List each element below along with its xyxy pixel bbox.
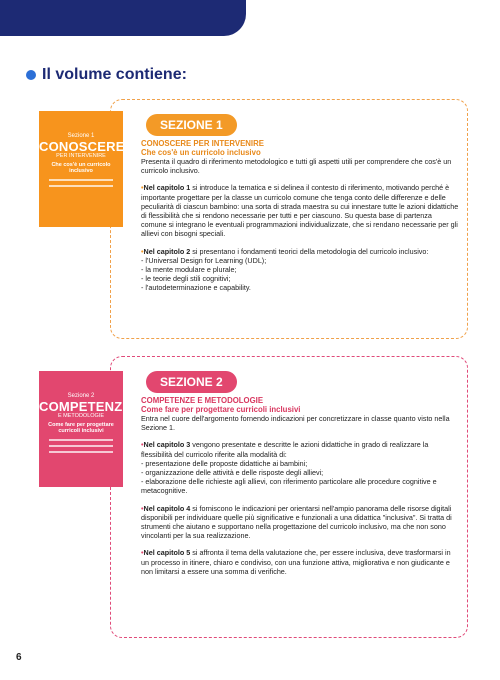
section2-intro: Entra nel cuore dell'argomento fornendo indicazioni per concretizzare in classe quanto visto nella Sezione 1. <box>141 414 450 433</box>
book2-label: Sezione 2 <box>67 393 95 399</box>
bullet-icon: • <box>141 183 144 193</box>
list-item: - elaborazione delle richieste agli allievi, con riferimento particolare alle procedure cognitive e metacognitive. <box>141 477 437 496</box>
section1-cap2-list <box>141 256 459 293</box>
section2-content <box>141 396 459 584</box>
cap4-text: si forniscono le indicazioni per orientarsi nell'ampio panorama delle risorse digitali disponibili per individuare quelle più significative e funzionali a una didattica "inclusiva". Si tratta di strumenti che aiutano e supportano nella progettazione del curricolo inclusivo, ma che non sono vincolanti per la sua realizzazione. <box>141 503 452 541</box>
section1-pill: SEZIONE 1 <box>146 114 237 136</box>
section2-book-cover <box>39 371 132 487</box>
section2-cap3 <box>141 440 459 458</box>
cap5-text: si affronta il tema della valutazione che, per essere inclusiva, deve trasformarsi in un processo in itinere, chiaro e condiviso, con una funzione attiva, migliorativa e non giudicante e non limitarsi a essere una somma di verifiche. <box>141 548 451 576</box>
section2-title: COMPETENZE E METODOLOGIE <box>141 396 264 405</box>
book1-subtitle: PER INTERVENIRE <box>56 153 106 159</box>
section2-cap4 <box>141 504 459 541</box>
section1-intro: Presenta il quadro di riferimento metodologico e tutti gli aspetti utili per comprendere che cos'è un curricolo inclusivo. <box>141 157 452 176</box>
bullet-dot-icon <box>26 70 36 80</box>
section2-card <box>110 356 468 638</box>
cap4-label: Nel capitolo 4 <box>143 503 191 513</box>
cap2-text: si presentano i fondamenti teorici della metodologia del curricolo inclusivo: <box>190 246 429 256</box>
list-item: - presentazione delle proposte didattiche ai bambini; <box>141 458 308 468</box>
bullet-icon: • <box>141 503 144 513</box>
page-number: 6 <box>16 652 22 663</box>
heading-text: Il volume contiene: <box>42 66 187 83</box>
section-heading <box>26 66 187 84</box>
book2-description: Come fare per progettare curricoli inclusivi <box>48 422 114 434</box>
section1-title: CONOSCERE PER INTERVENIRE <box>141 139 264 148</box>
section1-card <box>110 99 468 339</box>
book1-rule <box>49 185 113 187</box>
section2-cap5 <box>141 548 459 576</box>
section1-book-cover <box>39 111 123 227</box>
cap2-label: Nel capitolo 2 <box>143 246 191 256</box>
header-tab <box>0 0 246 36</box>
bullet-icon: • <box>141 246 144 256</box>
cap1-text: si introduce la tematica e si delinea il contesto di riferimento, motivando perché è importante progettare per la classe un curricolo comune che tenga conto delle differenze e delle peculiarità di ciascun bambino: una sorta di strada maestra su cui innestare tutte le azioni didattiche di flessibilità che si rendono necessarie per tutti e per ciascuno. Su questa base di partenza comune si integrano le eventuali programmazioni individualizzate, che si rendano necessarie per gli allievi con bisogni speciali. <box>141 183 459 239</box>
cap3-text: vengono presentate e descritte le azioni didattiche in grado di realizzare la flessibilità del curricolo riferite alla modalità di: <box>141 440 429 459</box>
cap3-label: Nel capitolo 3 <box>143 440 191 450</box>
book2-title: COMPETENZE <box>39 399 132 414</box>
list-item: - l'Universal Design for Learning (UDL); <box>141 255 267 265</box>
list-item: - la mente modulare e plurale; <box>141 265 237 275</box>
cap5-label: Nel capitolo 5 <box>143 548 191 558</box>
section1-subtitle: Che cos'è un curricolo inclusivo <box>141 148 261 157</box>
book2-rule <box>49 439 113 441</box>
book1-rule <box>49 179 113 181</box>
list-item: - organizzazione delle attività e delle risposte degli allievi; <box>141 468 324 478</box>
book1-label: Sezione 1 <box>67 133 95 139</box>
book2-rule <box>49 445 113 447</box>
book2-rule <box>49 451 113 453</box>
book2-subtitle: E METODOLOGIE <box>57 413 105 419</box>
list-item: - le teorie degli stili cognitivi; <box>141 274 231 284</box>
section2-pill: SEZIONE 2 <box>146 371 237 393</box>
book1-title: CONOSCERE <box>39 139 125 154</box>
section1-content <box>141 139 459 293</box>
bullet-icon: • <box>141 548 144 558</box>
section2-subtitle: Come fare per progettare curricoli inclusivi <box>141 405 301 414</box>
cap1-label: Nel capitolo 1 <box>143 183 191 193</box>
section2-cap3-list <box>141 459 459 496</box>
bullet-icon: • <box>141 440 144 450</box>
book1-description: Che cos'è un curricolo inclusivo <box>51 162 111 174</box>
section1-cap1 <box>141 183 459 238</box>
section1-cap2 <box>141 247 459 256</box>
list-item: - l'autodeterminazione e capability. <box>141 283 251 293</box>
